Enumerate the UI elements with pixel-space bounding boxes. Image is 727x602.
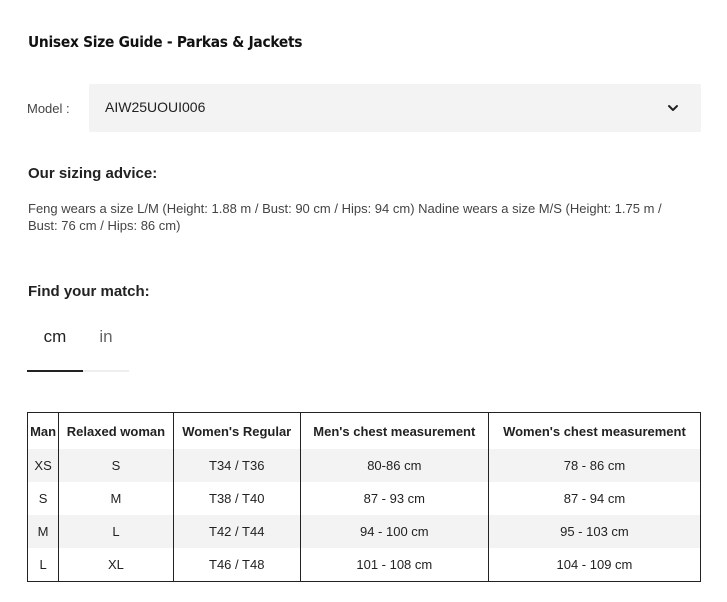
column-header-womens-chest: Women's chest measurement bbox=[488, 413, 700, 450]
table-cell: M bbox=[59, 482, 174, 515]
column-header-relaxed-woman: Relaxed woman bbox=[59, 413, 174, 450]
size-table bbox=[27, 412, 701, 582]
table-cell: 101 - 108 cm bbox=[300, 548, 488, 582]
sizing-advice-heading: Our sizing advice: bbox=[28, 165, 158, 182]
table-cell: 94 - 100 cm bbox=[300, 515, 488, 548]
table-cell: T34 / T36 bbox=[173, 449, 300, 482]
model-select-value: AIW25UOUI006 bbox=[105, 99, 206, 115]
table-cell: 95 - 103 cm bbox=[488, 515, 700, 548]
table-row bbox=[28, 548, 701, 582]
table-row bbox=[28, 482, 701, 515]
table-cell: S bbox=[59, 449, 174, 482]
sizing-advice-text: Feng wears a size L/M (Height: 1.88 m / Bust: 90 cm / Hips: 94 cm) Nadine wears a size M/S (Height: 1.75 m / Bust: 76 cm / Hips: 86 cm) bbox=[28, 201, 662, 233]
table-cell: L bbox=[59, 515, 174, 548]
column-header-man: Man bbox=[28, 413, 59, 450]
table-cell: 104 - 109 cm bbox=[488, 548, 700, 582]
table-cell: XL bbox=[59, 548, 174, 582]
chevron-down-icon bbox=[667, 102, 679, 114]
tab-in[interactable]: in bbox=[83, 318, 129, 372]
table-cell: M bbox=[28, 515, 59, 548]
table-cell: 87 - 94 cm bbox=[488, 482, 700, 515]
model-row bbox=[27, 84, 701, 132]
table-row bbox=[28, 515, 701, 548]
table-cell: 80-86 cm bbox=[300, 449, 488, 482]
table-cell: T42 / T44 bbox=[173, 515, 300, 548]
model-label: Model : bbox=[27, 101, 70, 116]
table-cell: 78 - 86 cm bbox=[488, 449, 700, 482]
table-cell: 87 - 93 cm bbox=[300, 482, 488, 515]
table-header-row bbox=[28, 413, 701, 450]
tab-cm[interactable]: cm bbox=[27, 318, 83, 372]
find-match-heading: Find your match: bbox=[28, 283, 150, 300]
table-row bbox=[28, 449, 701, 482]
table-cell: XS bbox=[28, 449, 59, 482]
model-select[interactable] bbox=[89, 84, 701, 132]
page-title: Unisex Size Guide - Parkas & Jackets bbox=[28, 33, 303, 51]
table-cell: S bbox=[28, 482, 59, 515]
table-cell: T46 / T48 bbox=[173, 548, 300, 582]
table-cell: T38 / T40 bbox=[173, 482, 300, 515]
column-header-mens-chest: Men's chest measurement bbox=[300, 413, 488, 450]
column-header-womens-regular: Women's Regular bbox=[173, 413, 300, 450]
table-cell: L bbox=[28, 548, 59, 582]
unit-tabs bbox=[27, 318, 129, 372]
